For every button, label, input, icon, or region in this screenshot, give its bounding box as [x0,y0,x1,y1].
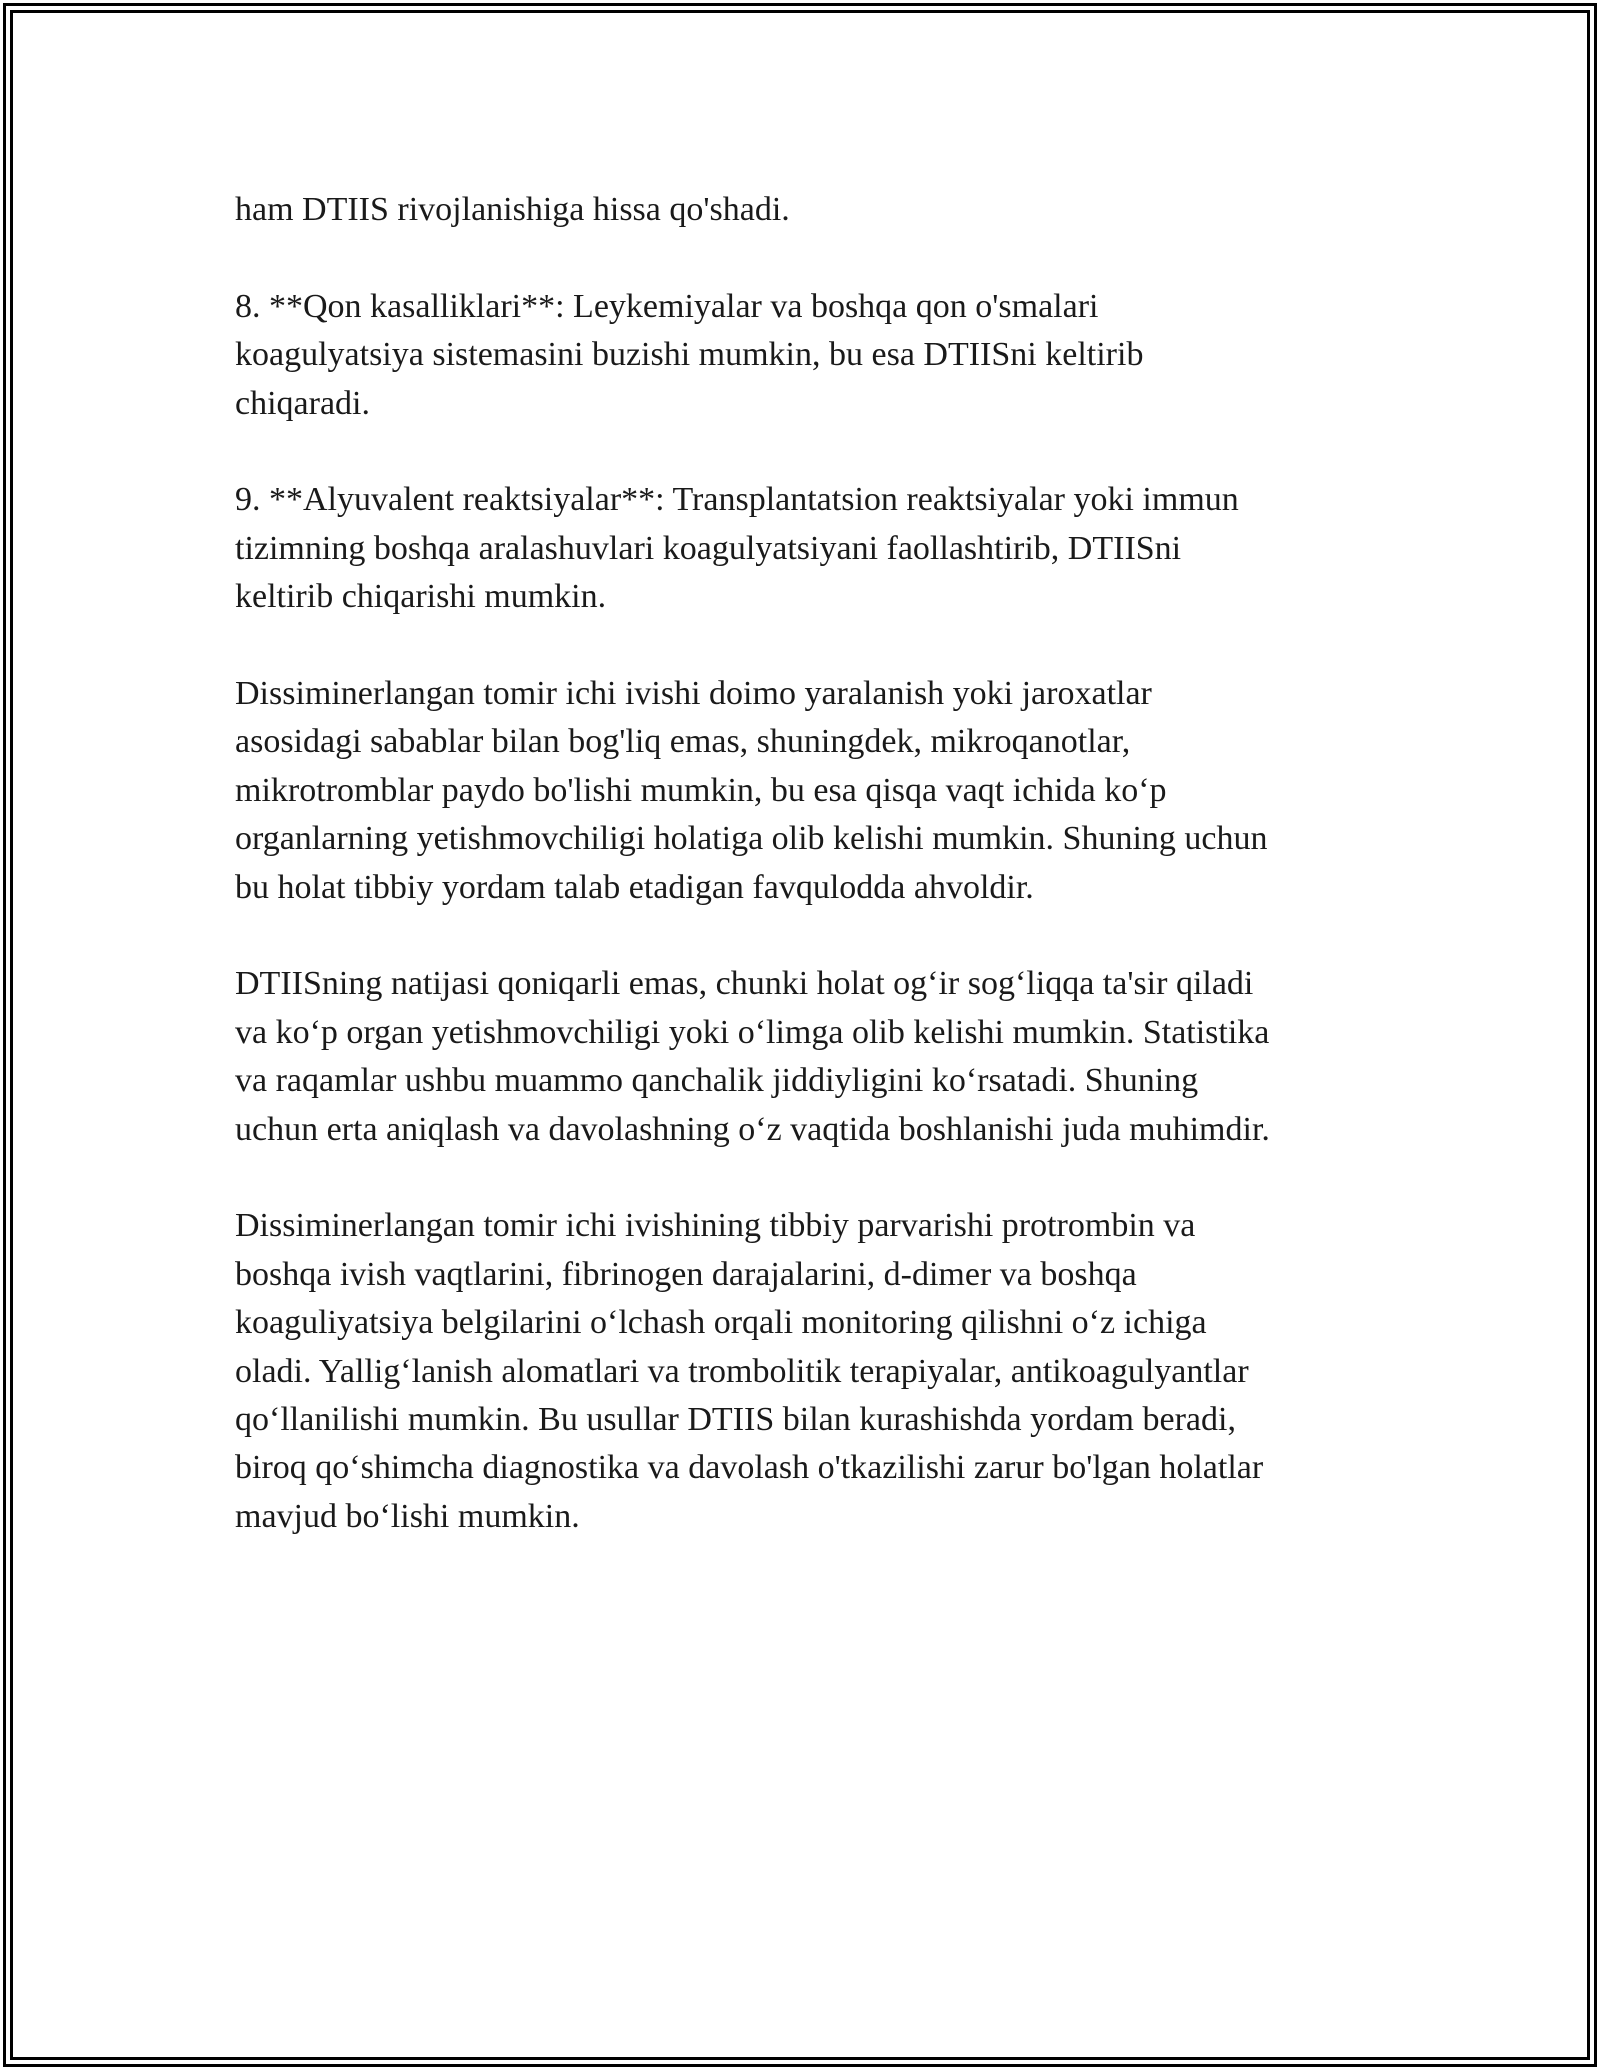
text-line: 9. **Alyuvalent reaktsiyalar**: Transplantatsion reaktsiyalar yoki immun [235,481,1239,519]
paragraph-continuation [235,186,1365,234]
paragraph-item-8 [235,283,1365,428]
text-line: keltirib chiqarishi mumkin. [235,578,607,616]
text-line: mavjud bo‘lishi mumkin. [235,1497,580,1535]
text-line: qo‘llanilishi mumkin. Bu usullar DTIIS bilan kurashishda yordam beradi, [235,1401,1236,1439]
text-line: va ko‘p organ yetishmovchiligi yoki o‘limga olib kelishi mumkin. Statistika [235,1013,1270,1051]
paragraph-item-9 [235,476,1365,621]
text-line: va raqamlar ushbu muammo qanchalik jiddiyligini ko‘rsatadi. Shuning [235,1062,1199,1100]
text-line: uchun erta aniqlash va davolashning o‘z vaqtida boshlanishi juda muhimdir. [235,1110,1270,1148]
text-line: biroq qo‘shimcha diagnostika va davolash o'tkazilishi zarur bo'lgan holatlar [235,1449,1264,1487]
text-line: mikrotromblar paydo bo'lishi mumkin, bu esa qisqa vaqt ichida ko‘p [235,771,1167,809]
text-line: Dissiminerlangan tomir ichi ivishining tibbiy parvarishi protrombin va [235,1207,1196,1245]
paragraph-treatment [235,1202,1365,1541]
text-line: chiqaradi. [235,384,370,422]
paragraph-outcome [235,960,1365,1154]
paragraph-dic-description [235,670,1365,912]
text-line: DTIISning natijasi qoniqarli emas, chunki holat og‘ir sog‘liqqa ta'sir qiladi [235,965,1254,1003]
text-line: ham DTIIS rivojlanishiga hissa qo'shadi. [235,191,790,228]
text-line: koagulyatsiya sistemasini buzishi mumkin, bu esa DTIISni keltirib [235,336,1144,374]
text-line: tizimning boshqa aralashuvlari koagulyatsiyani faollashtirib, DTIISni [235,529,1182,567]
text-line: organlarning yetishmovchiligi holatiga olib kelishi mumkin. Shuning uchun [235,820,1268,858]
text-line: bu holat tibbiy yordam talab etadigan favqulodda ahvoldir. [235,868,1034,906]
text-line: koaguliyatsiya belgilarini o‘lchash orqali monitoring qilishni o‘z ichiga [235,1304,1207,1342]
text-line: Dissiminerlangan tomir ichi ivishi doimo yaralanish yoki jaroxatlar [235,675,1152,713]
text-line: boshqa ivish vaqtlarini, fibrinogen darajalarini, d-dimer va boshqa [235,1255,1137,1293]
text-line: 8. **Qon kasalliklari**: Leykemiyalar va boshqa qon o'smalari [235,287,1099,325]
text-line: asosidagi sabablar bilan bog'liq emas, shuningdek, mikroqanotlar, [235,723,1131,761]
text-line: oladi. Yallig‘lanish alomatlari va trombolitik terapiyalar, antikoagulyantlar [235,1352,1249,1390]
document-body [235,186,1365,1590]
